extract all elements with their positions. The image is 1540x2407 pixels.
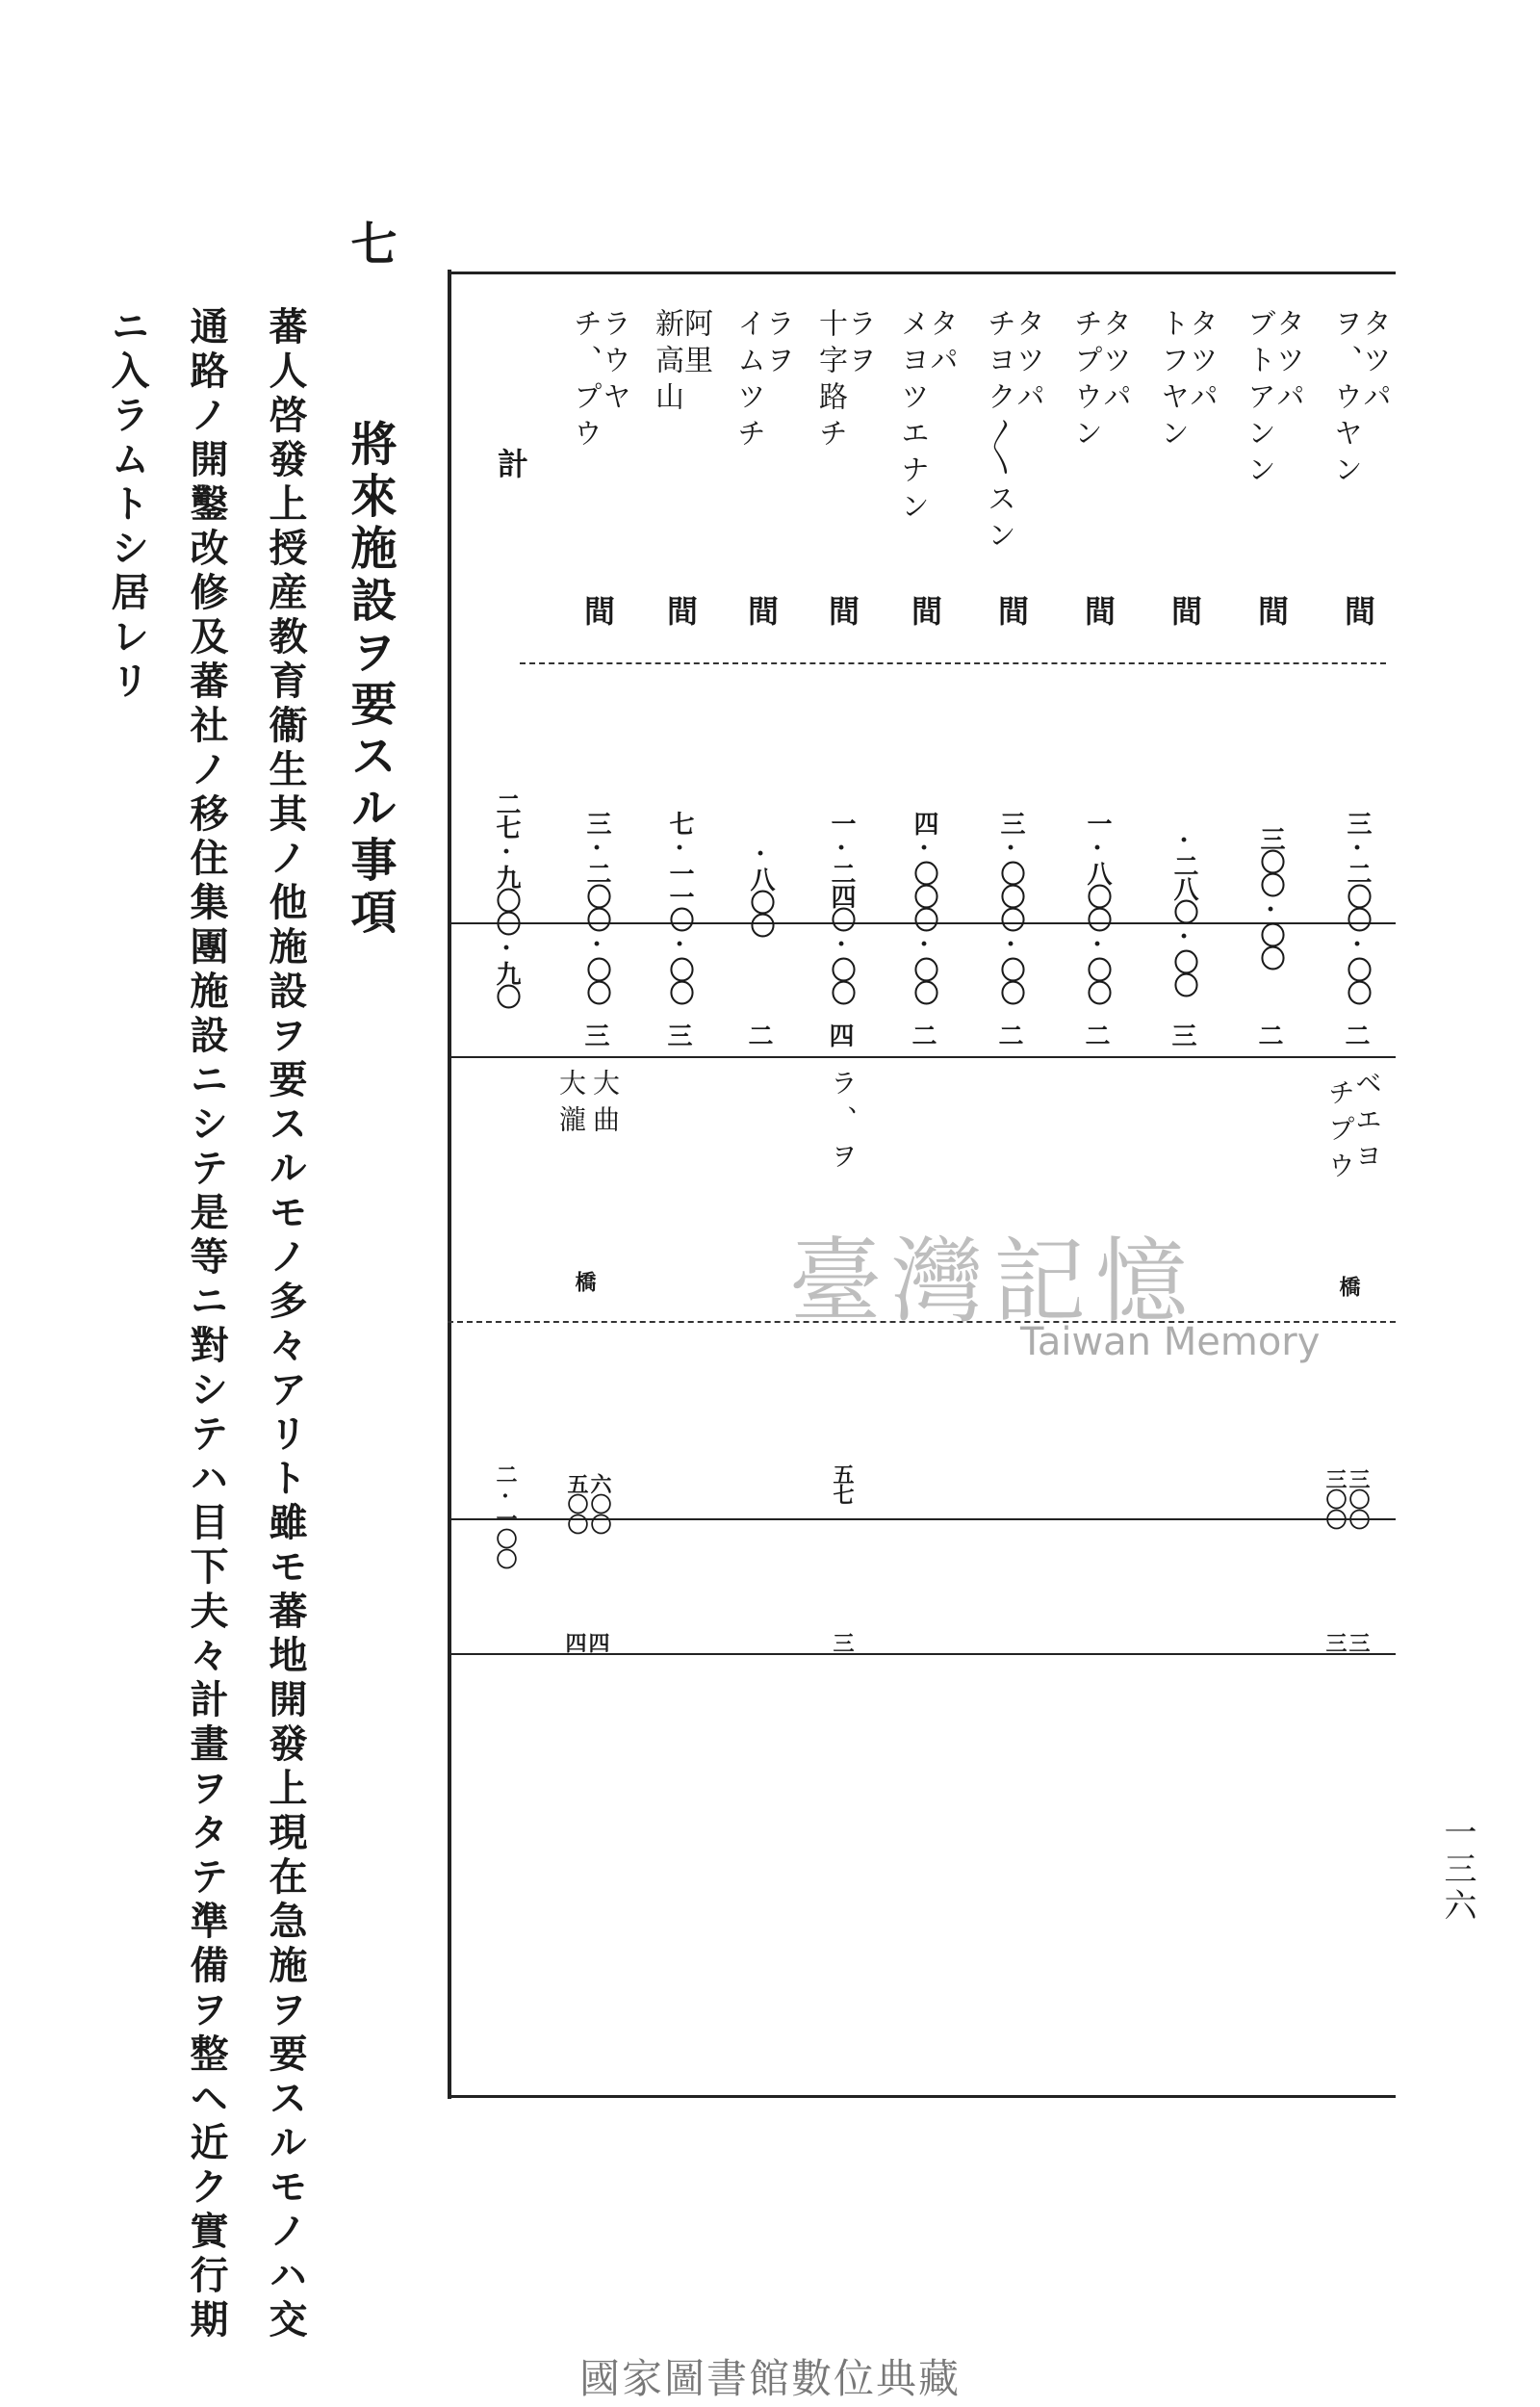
route-suffix: 間	[993, 595, 1030, 626]
route-suffix: 間	[662, 595, 699, 626]
route-name-b: ブトアンン	[1242, 308, 1275, 491]
route-suffix: 間	[743, 595, 780, 626]
route-distance: 四·〇〇〇·〇〇	[910, 811, 938, 1003]
route-distance: 三·二〇〇·〇〇	[582, 811, 611, 1003]
route-distance: ·八〇〇	[746, 840, 775, 936]
bridge-total-a: 四	[585, 1632, 610, 1652]
section-heading	[337, 220, 403, 940]
bridge-name-b: チプウ	[1324, 1078, 1356, 1188]
bridge-suffix: 橋	[572, 1271, 597, 1291]
route-distance: 三〇〇·〇〇	[1256, 826, 1285, 969]
route-suffix: 間	[1340, 595, 1376, 626]
bridge-cost-b: 三〇〇	[1322, 1468, 1348, 1529]
route-suffix: 間	[579, 595, 616, 626]
row-divider-names	[520, 662, 1386, 664]
bridge-name-a: ベエヨ	[1351, 1069, 1383, 1178]
bridge-suffix: 橋	[1336, 1276, 1361, 1296]
body-column-2: 通路ノ開鑿改修及蕃社ノ移住集團施設ニシテ是等ニ對シテハ目下夫々計畫ヲタテ準備ヲ整ヘ近ク實行期	[184, 306, 229, 2343]
table-bottom-border	[448, 2095, 1396, 2098]
route-name-b: トフヤン	[1155, 308, 1189, 454]
route-name-b: メヨツエナン	[895, 308, 929, 528]
route-distance: 三·〇〇〇·〇〇	[996, 811, 1025, 1003]
route-name-a: ラヲ	[760, 308, 794, 381]
route-name-a: ラウヤ	[597, 308, 630, 418]
route-count: 二	[1341, 1022, 1370, 1046]
route-name-b: チ、プウ	[568, 308, 602, 454]
route-name-a: タツパ	[1184, 308, 1218, 418]
route-name-b: 新高山	[650, 308, 683, 418]
watermark-english: Taiwan Memory	[1020, 1320, 1321, 1364]
bridge-total-b: 三	[1322, 1632, 1348, 1652]
route-suffix: 間	[1167, 595, 1203, 626]
route-count: 三	[580, 1022, 609, 1046]
watermark	[789, 1208, 1321, 1364]
route-suffix: 間	[824, 595, 860, 626]
route-name-b: チヨク〳〵スン	[982, 308, 1015, 556]
route-suffix: 間	[1080, 595, 1116, 626]
route-name-a: 阿里	[679, 308, 712, 381]
route-name-a: タツパ	[1097, 308, 1131, 418]
route-distance: ·二八〇·〇〇	[1169, 826, 1198, 996]
route-name-b: 十字路チ	[813, 308, 847, 454]
route-count: 二	[1254, 1022, 1283, 1046]
bridge-cost-a: 六〇〇	[587, 1473, 612, 1534]
route-count: 二	[1081, 1022, 1110, 1046]
body-column-1: 蕃人啓發上授産教育衞生其ノ他施設ヲ要スルモノ多々アリト雖モ蕃地開發上現在急施ヲ要スルモノハ交	[263, 306, 308, 2343]
bridge-name-b: 大瀧	[555, 1069, 587, 1142]
route-distance: 一·二四〇·〇〇	[827, 811, 856, 1003]
row-divider-count	[448, 1056, 1396, 1058]
route-name-b: イムツチ	[732, 308, 765, 454]
route-name-a: ラヲ	[842, 308, 876, 381]
footer-credit: 國家圖書館數位典藏	[578, 2355, 961, 2402]
route-count: 二	[908, 1022, 937, 1046]
bridge-total-a: 三	[830, 1632, 855, 1652]
bridge-cost-a: 三〇〇	[1346, 1468, 1371, 1529]
bridge-cost-b: 五〇〇	[564, 1473, 589, 1534]
route-suffix: 間	[1253, 595, 1290, 626]
route-count: 三	[663, 1022, 692, 1046]
table-top-border	[448, 272, 1396, 274]
route-distance: 三·二〇〇·〇〇	[1343, 811, 1372, 1003]
route-count: 二	[744, 1022, 773, 1046]
route-name-a: タパ	[924, 308, 958, 381]
section-number: 七	[343, 220, 397, 272]
route-name-b: チプウン	[1068, 308, 1102, 454]
route-distance: 一·八〇〇·〇〇	[1083, 811, 1112, 1003]
bridge-name-a: ラ、ヲ	[827, 1069, 859, 1178]
bridge-cost-a: 五七	[830, 1463, 855, 1504]
page-number: 一三六	[1438, 1815, 1476, 1925]
route-name-a: タツパ	[1270, 308, 1304, 418]
route-name-a: タツパ	[1011, 308, 1044, 418]
body-column-3: ニ入ラムトシ居レリ	[105, 306, 150, 705]
route-count: 二	[994, 1022, 1023, 1046]
route-distance: 七·一一〇·〇〇	[665, 811, 694, 1003]
table-left-border	[448, 270, 451, 2099]
total-label: 計	[493, 448, 529, 479]
watermark-chinese: 臺灣記憶	[789, 1228, 1197, 1335]
bridge-name-a: 大曲	[589, 1069, 621, 1142]
bridge-total-b: 四	[562, 1632, 587, 1652]
total-distance: 二七·九〇〇·九〇	[492, 791, 521, 1007]
route-name-a: タツパ	[1357, 308, 1391, 418]
section-title: 將來施設ヲ要スル事項	[343, 420, 397, 940]
route-suffix: 間	[907, 595, 943, 626]
route-count: 四	[825, 1022, 854, 1046]
row-divider-total	[448, 1653, 1396, 1655]
total-cost: 二·一〇〇	[493, 1463, 518, 1568]
route-count: 三	[1168, 1022, 1196, 1046]
bridge-total-a: 三	[1346, 1632, 1371, 1652]
route-name-b: ヲ、ウヤン	[1328, 308, 1362, 491]
